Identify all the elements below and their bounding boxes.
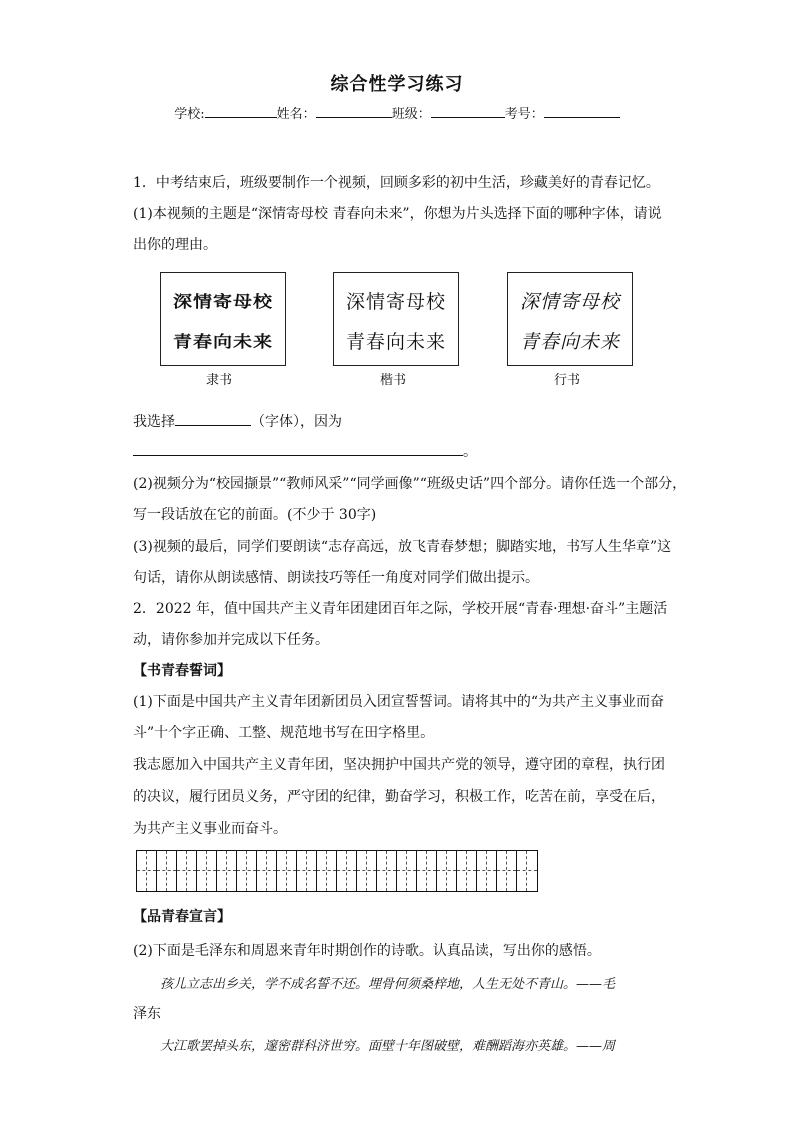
cell-guide-vertical bbox=[326, 851, 327, 891]
q1-sub2-line2: 写一段话放在它的前面。(不少于 30字) bbox=[133, 507, 377, 523]
font-sample-kaishu bbox=[333, 272, 459, 366]
tianzige-cell[interactable] bbox=[137, 851, 157, 891]
cell-guide-vertical bbox=[286, 851, 287, 891]
q1-sub3-line1: (3)视频的最后，同学们要朗读“志存高远，放飞青春梦想；脚踏实地，书写人生华章”这 bbox=[133, 539, 672, 555]
tianzige-cell[interactable] bbox=[197, 851, 217, 891]
tianzige-cell[interactable] bbox=[437, 851, 457, 891]
oath-line1: 我志愿加入中国共产主义青年团，坚决拥护中国共产党的领导，遵守团的章程，执行团 bbox=[133, 757, 665, 773]
cell-guide-vertical bbox=[526, 851, 527, 891]
q1-sub3-line2: 句话，请你从朗读感情、朗读技巧等任一角度对同学们做出提示。 bbox=[133, 570, 539, 586]
tianzige-cell[interactable] bbox=[477, 851, 497, 891]
tianzige-cell[interactable] bbox=[417, 851, 437, 891]
font-sample-line2: 青春向未来 bbox=[172, 332, 273, 352]
font-sample-line1: 深情寄母校 bbox=[172, 292, 273, 312]
q1-answer-line bbox=[133, 411, 342, 431]
tianzige-cell[interactable] bbox=[297, 851, 317, 891]
cell-guide-vertical bbox=[266, 851, 267, 891]
tianzige-grid[interactable] bbox=[136, 850, 538, 892]
cell-guide-vertical bbox=[486, 851, 487, 891]
cell-guide-vertical bbox=[346, 851, 347, 891]
class-label: 班级： bbox=[391, 107, 431, 122]
name-blank[interactable] bbox=[316, 105, 392, 118]
name-label: 姓名： bbox=[276, 107, 316, 122]
class-blank[interactable] bbox=[431, 105, 505, 118]
oath-line3: 为共产主义事业而奋斗。 bbox=[133, 821, 287, 837]
cell-guide-vertical bbox=[246, 851, 247, 891]
cell-guide-vertical bbox=[306, 851, 307, 891]
font-sample-lishu bbox=[160, 272, 286, 366]
tianzige-cell[interactable] bbox=[257, 851, 277, 891]
oath-line2: 的决议，履行团员义务，严守团的纪律，勤奋学习，积极工作，吃苦在前，享受在后， bbox=[133, 789, 665, 805]
q1-reason-line bbox=[133, 441, 477, 461]
tianzige-cell[interactable] bbox=[357, 851, 377, 891]
font-sample-line1: 深情寄母校 bbox=[345, 291, 446, 313]
cell-guide-vertical bbox=[506, 851, 507, 891]
q2-intro-line2: 动，请你参加并完成以下任务。 bbox=[133, 632, 329, 648]
font-caption-lishu: 隶书 bbox=[205, 373, 232, 388]
answer-reason-label: （字体），因为 bbox=[251, 414, 342, 430]
section-heading-oath: 【书青春誓词】 bbox=[133, 663, 231, 679]
font-caption-kaishu: 楷书 bbox=[379, 373, 406, 388]
tianzige-cell[interactable] bbox=[377, 851, 397, 891]
q1-sub2-line1: (2)视频分为“校园撷景”“教师风采”“同学画像”“班级史话”四个部分。请你任选一个部分， bbox=[133, 476, 687, 492]
tianzige-cell[interactable] bbox=[497, 851, 517, 891]
q2-sub1-line1: (1)下面是中国共产主义青年团新团员入团宣誓誓词。请将其中的“为共产主义事业而奋 bbox=[133, 694, 664, 710]
tianzige-cell[interactable] bbox=[397, 851, 417, 891]
exam-no-blank[interactable] bbox=[544, 105, 620, 118]
poem2-line1: 大江歌罢掉头东，邃密群科济世穷。面壁十年图破壁，难酬蹈海亦英雄。——周 bbox=[160, 1039, 616, 1054]
q2-sub2: (2)下面是毛泽东和周恩来青年时期创作的诗歌。认真品读，写出你的感悟。 bbox=[133, 943, 601, 959]
font-sample-xingshu bbox=[507, 272, 633, 366]
tianzige-cell[interactable] bbox=[277, 851, 297, 891]
cell-guide-vertical bbox=[406, 851, 407, 891]
cell-guide-vertical bbox=[386, 851, 387, 891]
tianzige-cell[interactable] bbox=[457, 851, 477, 891]
page-title: 综合性学习练习 bbox=[330, 74, 464, 95]
school-label: 学校: bbox=[174, 107, 205, 122]
tianzige-cell[interactable] bbox=[517, 851, 537, 891]
q2-sub1-line2: 斗”十个字正确、工整、规范地书写在田字格里。 bbox=[133, 725, 435, 741]
font-sample-line2: 青春向未来 bbox=[345, 331, 446, 353]
q1-intro: 1．中考结束后，班级要制作一个视频，回顾多彩的初中生活，珍藏美好的青春记忆。 bbox=[133, 175, 660, 191]
tianzige-cell[interactable] bbox=[177, 851, 197, 891]
cell-guide-vertical bbox=[226, 851, 227, 891]
tianzige-cell[interactable] bbox=[157, 851, 177, 891]
cell-guide-vertical bbox=[426, 851, 427, 891]
cell-guide-vertical bbox=[166, 851, 167, 891]
tianzige-cell[interactable] bbox=[237, 851, 257, 891]
q1-sub1-line1: (1)本视频的主题是“深情寄母校 青春向未来”，你想为片头选择下面的哪种字体，请说 bbox=[133, 206, 662, 222]
answer-end: 。 bbox=[463, 444, 477, 460]
exam-no-label: 考号： bbox=[504, 107, 544, 122]
q1-sub1-line2: 出你的理由。 bbox=[133, 237, 217, 253]
cell-guide-vertical bbox=[186, 851, 187, 891]
school-blank[interactable] bbox=[205, 105, 277, 118]
font-choice-blank[interactable] bbox=[175, 413, 251, 426]
cell-guide-vertical bbox=[146, 851, 147, 891]
student-info-line bbox=[0, 103, 794, 122]
font-sample-line1: 深情寄母校 bbox=[519, 291, 620, 313]
q2-intro-line1: 2．2022 年，值中国共产主义青年团建团百年之际，学校开展“青春·理想·奋斗”主题活 bbox=[133, 601, 668, 617]
section-heading-declaration: 【品青春宣言】 bbox=[133, 909, 231, 925]
tianzige-cell[interactable] bbox=[317, 851, 337, 891]
font-sample-line2: 青春向未来 bbox=[519, 331, 620, 353]
cell-guide-vertical bbox=[366, 851, 367, 891]
answer-prefix: 我选择 bbox=[133, 414, 175, 430]
cell-guide-horizontal bbox=[517, 870, 537, 871]
cell-guide-vertical bbox=[206, 851, 207, 891]
cell-guide-vertical bbox=[446, 851, 447, 891]
tianzige-cell[interactable] bbox=[217, 851, 237, 891]
font-caption-xingshu: 行书 bbox=[553, 373, 580, 388]
poem1-line1: 孩儿立志出乡关，学不成名誓不还。埋骨何须桑梓地，人生无处不青山。——毛 bbox=[160, 977, 616, 992]
reason-blank[interactable] bbox=[133, 443, 463, 456]
tianzige-cell[interactable] bbox=[337, 851, 357, 891]
cell-guide-vertical bbox=[466, 851, 467, 891]
poem1-line2: 泽东 bbox=[133, 1006, 161, 1022]
